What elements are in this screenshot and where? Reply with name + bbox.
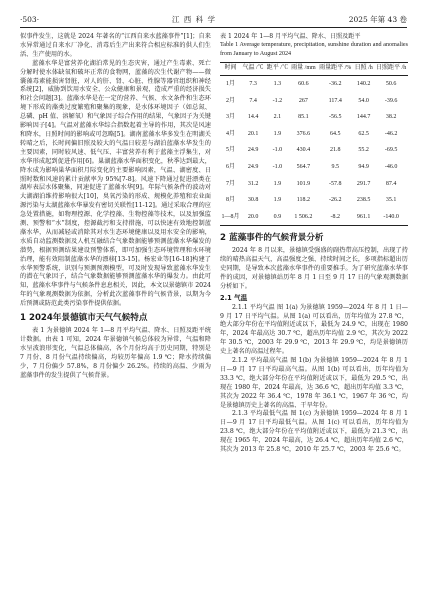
- table-row: [220, 175, 408, 192]
- table-cell: 20.1: [247, 130, 259, 137]
- table-cell: 30.8: [247, 197, 259, 204]
- table-cell: 430.4: [296, 147, 311, 154]
- table-cell: 101.9: [296, 180, 311, 187]
- table-cell: -1.0: [272, 164, 283, 171]
- right-column: [220, 33, 408, 455]
- table-cell: 64.5: [329, 130, 341, 137]
- table-row: [220, 92, 408, 109]
- table-header-cell: 雨量距平 /%: [317, 63, 353, 76]
- table-cell: 54.0: [358, 97, 369, 104]
- table-cell: -8.2: [317, 209, 353, 226]
- table-cell: 31.2: [247, 180, 259, 187]
- table-cell: 85.1: [298, 114, 309, 121]
- paragraph: 蓝藻水华是富营养化湖泊常见的生态灾害，通过产生毒素、死亡分解时使水体缺氧和破坏正常的食物网，蓝藻的次生代谢产物——微囊藻毒素能损害肾脏，对人的肝、肾、心脏、性腺等器官组织和神经系统[2]，威胁到饮用水安全、公众健康和景观，造成严重的经济损失和社会问题[3]。蓝藻水华是在一定的营养、气候、水文条件和生态环境下形成的藻类过度繁殖和聚集的现象，是水体环境因子（如总氮、总磷、pH 值、溶解氧）和气象因子综合作用的结果，气象因子为关键影响因子[4]。气温对蓝藻水华综合指数起着主导的作用，其次是风速和降水，日照时间的影响或可忽略[5]。湖南蓝藻水华多发生在明湖关转晴之后，长时间偏旧照及较大的气温日较差与湖泊蓝藻水华发生的主要因素，同时较风速、低气压、丰富营养有利于蓝藻主浮集生，对水华形成起到促进作用[6]。巢湖蓝藻水华面积变化，秋季达到最大，降水成为影响巢华面积月际变化的主要影响因素，气温、湖密度、日照时数和风速的累计贡献率为 95%[7-8]。风速下降通过促进漂类在湖库表层水体聚集，同速促进了蓝藻水华[9]。年际气候条件的波动对大湖湖泊维持影响很大[10]，臭氧污染的形成、规模化养殖和农业面源污染与太湖蓝藻水华暴发有密切关联性[11-12]。通过采取合理的应急处置措施，如物理控源、化学控藻、生物控藻等技术，以及加强监测、预警和“水”制度，控源截污和支持措施，可以快速有效地控制蓝藻水华，从而减轻或消除其对水生态环境健康以及用水安全的影响，水质自动监测数据及人机互融结合气象数据能够预测蓝藻水华爆发的潜势，根据预测结果建设预警体系，即可加强生态环境管理和水环境治理，能有效阻制蓝藻水华的漂移[13-15]。杨宏业等[16-18]构建了水华预警系统，识别与预测预测模型，可及时发现导致蓝藻水华发生的潜在气象因子，结合气象数据能够预测蓝藻水华的爆发力。由此可知，蓝藻水华事件与气候条件息息相关，因此，本文以景德镇市 2024 年的气象观测数据为依据，分析此次蓝藻事件的气候背景，以期为今后预测或防范此类污染事件提供依据。: [20, 59, 211, 308]
- table-cell: 62.5: [358, 130, 369, 137]
- table-cell: 291.7: [356, 180, 371, 187]
- table-row: [220, 75, 408, 92]
- table-cell: 1 506.2: [290, 209, 318, 226]
- table-cell: -39.6: [384, 97, 398, 104]
- table-header-cell: 时间: [220, 63, 241, 76]
- table-cell: 5月: [225, 147, 235, 154]
- table-cell: 1—8月: [220, 209, 241, 226]
- table-cell: 38.2: [385, 114, 397, 121]
- table-cell: 7.4: [249, 97, 257, 104]
- table-cell: 7月: [225, 180, 235, 187]
- table-cell: 94.9: [358, 164, 369, 171]
- table-header-cell: 气温 /℃: [241, 63, 265, 76]
- table-cell: 3月: [225, 114, 235, 121]
- table-cell: -57.8: [328, 180, 342, 187]
- table-cell: 87.4: [385, 180, 397, 187]
- table-cell: 564.7: [296, 164, 311, 171]
- table-cell: 2月: [225, 97, 235, 104]
- issue-info: 2025 年第 43 卷: [348, 14, 407, 24]
- left-column: [20, 33, 211, 381]
- section-heading: 1 2024年景德镇市天气气候特点: [20, 313, 148, 324]
- table-cell: -1.2: [272, 97, 283, 104]
- table-cell: 140.2: [356, 81, 371, 88]
- table-cell: 50.6: [385, 81, 397, 88]
- table-cell: 144.7: [356, 114, 371, 121]
- table-header-cell: 日照 /h: [353, 63, 374, 76]
- table-cell: 4月: [225, 130, 235, 137]
- table-cell: -140.0: [374, 209, 408, 226]
- table-cell: 20.0: [241, 209, 265, 226]
- page-number: ·503·: [20, 14, 40, 24]
- paragraph: 2.1.1 平均气温 图 1(a) 为景德镇 1959—2024 年 8 月 1 日—9 月 17 日平均气温。从图 1(a) 可以看出，历年均值为 27.8 ℃，绝大部分年份在平均值附近或以下，最低为 24.9 ℃，出现在 1980 年，2024 年最高达 30.7 ℃，超出历年均值 2.9 ℃，其次为 2022 年 30.5 ℃，2003 年 29.9 ℃，2013 年 29.9 ℃，均是景德镇历史上著名的高温过程年。: [220, 303, 408, 356]
- table-cell: 8月: [225, 197, 235, 204]
- table-cell: 21.8: [329, 147, 341, 154]
- table-cell: 1.9: [273, 130, 282, 137]
- table-cell: 2.1: [273, 114, 282, 121]
- table-cell: -36.2: [328, 81, 342, 88]
- table-cell: 1.9: [273, 197, 282, 204]
- table-cell: 9.5: [331, 164, 339, 171]
- running-header: [20, 13, 407, 25]
- table-row: [220, 109, 408, 126]
- table-row: [220, 126, 408, 143]
- table-cell: 6月: [225, 164, 235, 171]
- table-1: [220, 33, 408, 226]
- table-cell: 0.9: [265, 209, 289, 226]
- table-cell: 238.5: [356, 197, 371, 204]
- table-row: [220, 192, 408, 209]
- table-cell: -46.0: [384, 164, 398, 171]
- table-caption-zh: 表 1 2024 年 1—8 月平均气温、降水、日照及距平: [220, 33, 361, 40]
- table-cell: -56.5: [328, 114, 342, 121]
- table-row: [220, 159, 408, 176]
- paragraph: 2.1.3 平均最低气温 图 1(c) 为景德镇 1959—2024 年 8 月 1 日—9 月 17 日平均最低气温。从图 1(c) 可以看出，历年均值为 23.8 ℃，绝大部分年份在平均值附近或以下，最低为 21.3 ℃，出现在 1965 年，2024 年最高，达 26.4 ℃，超出历年均值 2.6 ℃，其次为 2013 年 25.8 ℃，2010 年 25.7 ℃，2003 年 25.6 ℃。: [220, 410, 408, 454]
- table-cell: 24.9: [247, 147, 259, 154]
- table-cell: -1.0: [272, 147, 283, 154]
- table-header-cell: 日照距平 /h: [374, 63, 408, 76]
- section-heading: 2 蓝藻事件的气候背景分析: [220, 233, 324, 244]
- table-cell: 1.9: [273, 180, 282, 187]
- table-cell: 14.4: [247, 114, 259, 121]
- header-rule: [20, 27, 407, 28]
- table-cell: 117.4: [328, 97, 342, 104]
- table-cell: -69.5: [384, 147, 398, 154]
- paragraph: 2024 年 8 月以来，景德镇受强盛的副热带高压控制，出现了持续的晴热高温天气，高温强度之强、持续时间之长，多项指标超出历史同期，是导致本次蓝藻水华事件的重要推手。为了研究蓝藻水华事件的成因，对景德镇站历年 8 月 1 日至 9 月 17 日的气象观测数据分析如下。: [220, 247, 408, 290]
- table-caption-en: Table 1 Average temperature, precipitation, sunshine duration and anomalies from January to August 2024: [220, 42, 408, 57]
- table-cell: 961.1: [353, 209, 374, 226]
- table-cell: 118.2: [296, 197, 311, 204]
- paragraph: 2.1.2 平均最高气温 图 1(b) 为景德镇 1959—2024 年 8 月 1 日—9 月 17 日平均最高气温。从图 1(b) 可以看出，历年均值为 33.3 ℃，绝大部分年份在平均值附近或以下，最低为 29.5 ℃，出现在 1980 年，2024 年最高，达 36.6 ℃，超出历年均值 3.3 ℃，其次为 2022 年 36.4 ℃，1978 年 36.1 ℃，1967 年 36 ℃，均是景德镇历史上著名的高温、干旱年份。: [220, 357, 408, 409]
- paragraph: 表 1 为景德镇 2024 年 1—8 月平均气温、降水、日照及距平统计数据。由表 1 可知，2024 年景德镇气候总体较为异常，气温和降水呈波浪形变化，气温总体偏高，各个月份均高于历史同期，特别是 7 月份、8 月份气温持续偏高，均较历年偏高 1.9 ℃；降水持续偏少，7 月份偏少 57.8%，8 月份偏少 26.2%。持续的高温、少雨为蓝藻事件的发生提供了气候背景。: [20, 327, 211, 379]
- table-row: [220, 142, 408, 159]
- table-cell: -46.2: [384, 130, 398, 137]
- table-header-cell: 雨量 /mm: [290, 63, 318, 76]
- table-cell: 1月: [225, 81, 235, 88]
- table-row: [220, 209, 408, 226]
- table-cell: 35.1: [385, 197, 397, 204]
- table-cell: 24.9: [247, 164, 259, 171]
- table-cell: 60.6: [298, 81, 309, 88]
- table-cell: 55.2: [358, 147, 369, 154]
- subsection-heading: 2.1 气温: [220, 293, 248, 302]
- table-cell: 376.6: [296, 130, 311, 137]
- data-table: [220, 62, 408, 226]
- paragraph: 似事件发生，这就是 2024 年著名的“江西自来水蓝藻事件”[1]；自来水异常通过自来水厂净化、消毒后生产出来符合相应标准的供人们生活、生产使用的水。: [20, 33, 211, 58]
- table-header-cell: 距平 /℃: [265, 63, 289, 76]
- table-cell: 1.3: [273, 81, 282, 88]
- table-cell: 7.3: [249, 81, 257, 88]
- table-cell: -26.2: [328, 197, 342, 204]
- table-cell: 267: [298, 97, 308, 104]
- journal-name: 江 西 科 学: [171, 14, 216, 24]
